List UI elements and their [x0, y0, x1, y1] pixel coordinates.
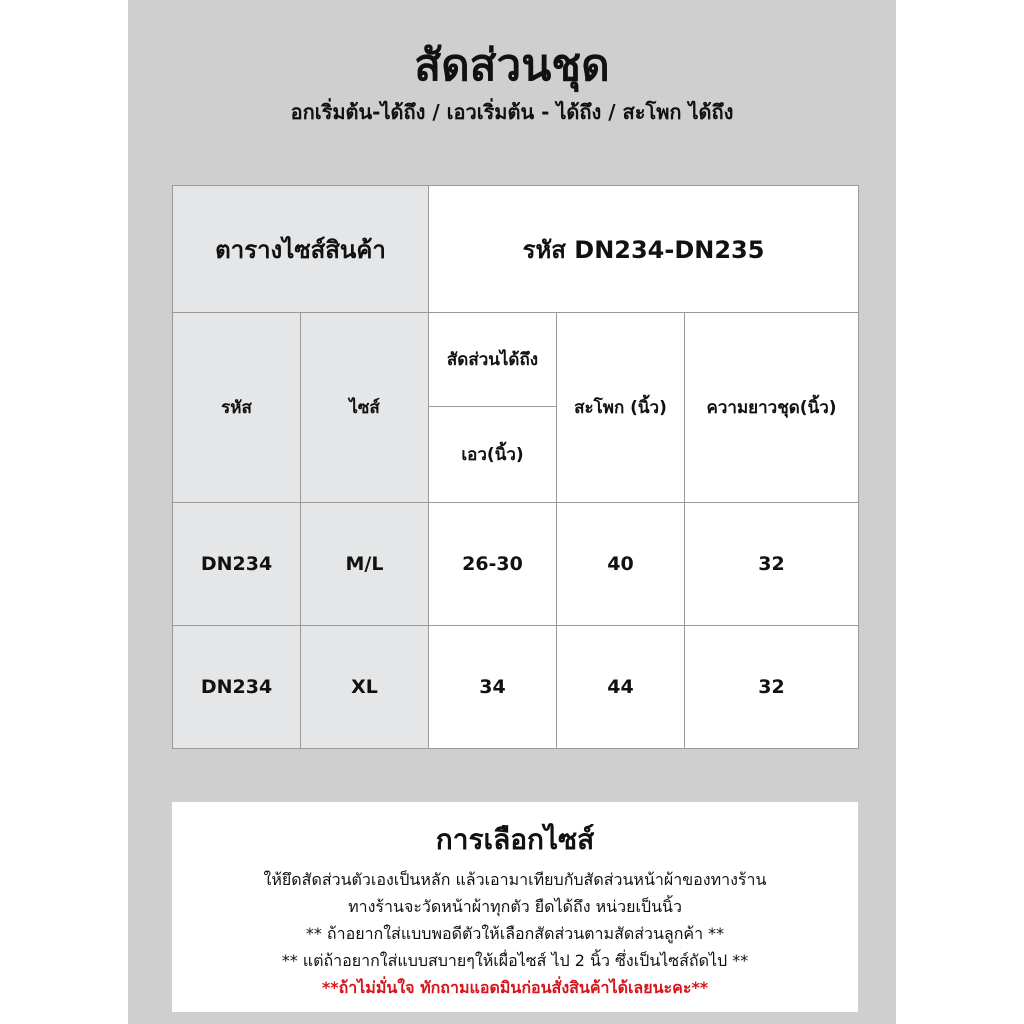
- product-code-heading: รหัส DN234-DN235: [429, 186, 859, 313]
- size-guide-line: ** ถ้าอยากใส่แบบพอดีตัวให้เลือกสัดส่วนตามสัดส่วนลูกค้า **: [305, 924, 725, 943]
- row-hip: 40: [557, 503, 685, 626]
- row-code: DN234: [173, 503, 301, 626]
- table-row: [173, 503, 859, 626]
- size-guide-warning: **ถ้าไม่มั่นใจ ทักถามแอดมินก่อนสั่งสินค้าได้เลยนะคะ**: [321, 978, 709, 997]
- size-table: [172, 185, 859, 749]
- page-title: สัดส่วนชุด: [414, 40, 610, 91]
- column-header-proportion: สัดส่วนได้ถึง: [429, 313, 557, 407]
- row-size: XL: [301, 626, 429, 749]
- row-code: DN234: [173, 626, 301, 749]
- column-header-size: ไซส์: [301, 313, 429, 503]
- row-waist: 34: [429, 626, 557, 749]
- size-guide-line: ให้ยึดสัดส่วนตัวเองเป็นหลัก แล้วเอามาเทียบกับสัดส่วนหน้าผ้าของทางร้าน: [263, 870, 767, 889]
- row-hip: 44: [557, 626, 685, 749]
- size-table-heading: ตารางไซส์สินค้า: [173, 186, 429, 313]
- size-guide-line: ทางร้านจะวัดหน้าผ้าทุกตัว ยืดได้ถึง หน่วยเป็นนิ้ว: [348, 897, 682, 916]
- size-guide-box: [172, 802, 858, 1012]
- row-length: 32: [685, 503, 859, 626]
- column-header-hip: สะโพก (นิ้ว): [557, 313, 685, 503]
- table-title-row: [173, 186, 859, 313]
- row-size: M/L: [301, 503, 429, 626]
- column-header-waist: เอว(นิ้ว): [429, 407, 557, 503]
- size-guide-line: ** แต่ถ้าอยากใส่แบบสบายๆให้เผื่อไซส์ ไป 2 นิ้ว ซึ่งเป็นไซส์ถัดไป **: [281, 951, 749, 970]
- table-row: [173, 626, 859, 749]
- size-guide-title: การเลือกไซส์: [435, 823, 595, 856]
- row-length: 32: [685, 626, 859, 749]
- column-header-code: รหัส: [173, 313, 301, 503]
- row-waist: 26-30: [429, 503, 557, 626]
- column-header-length: ความยาวชุด(นิ้ว): [685, 313, 859, 503]
- page-subtitle: อกเริ่มต้น-ได้ถึง / เอวเริ่มต้น - ได้ถึง / สะโพก ได้ถึง: [290, 100, 734, 124]
- column-header-row: [173, 313, 859, 407]
